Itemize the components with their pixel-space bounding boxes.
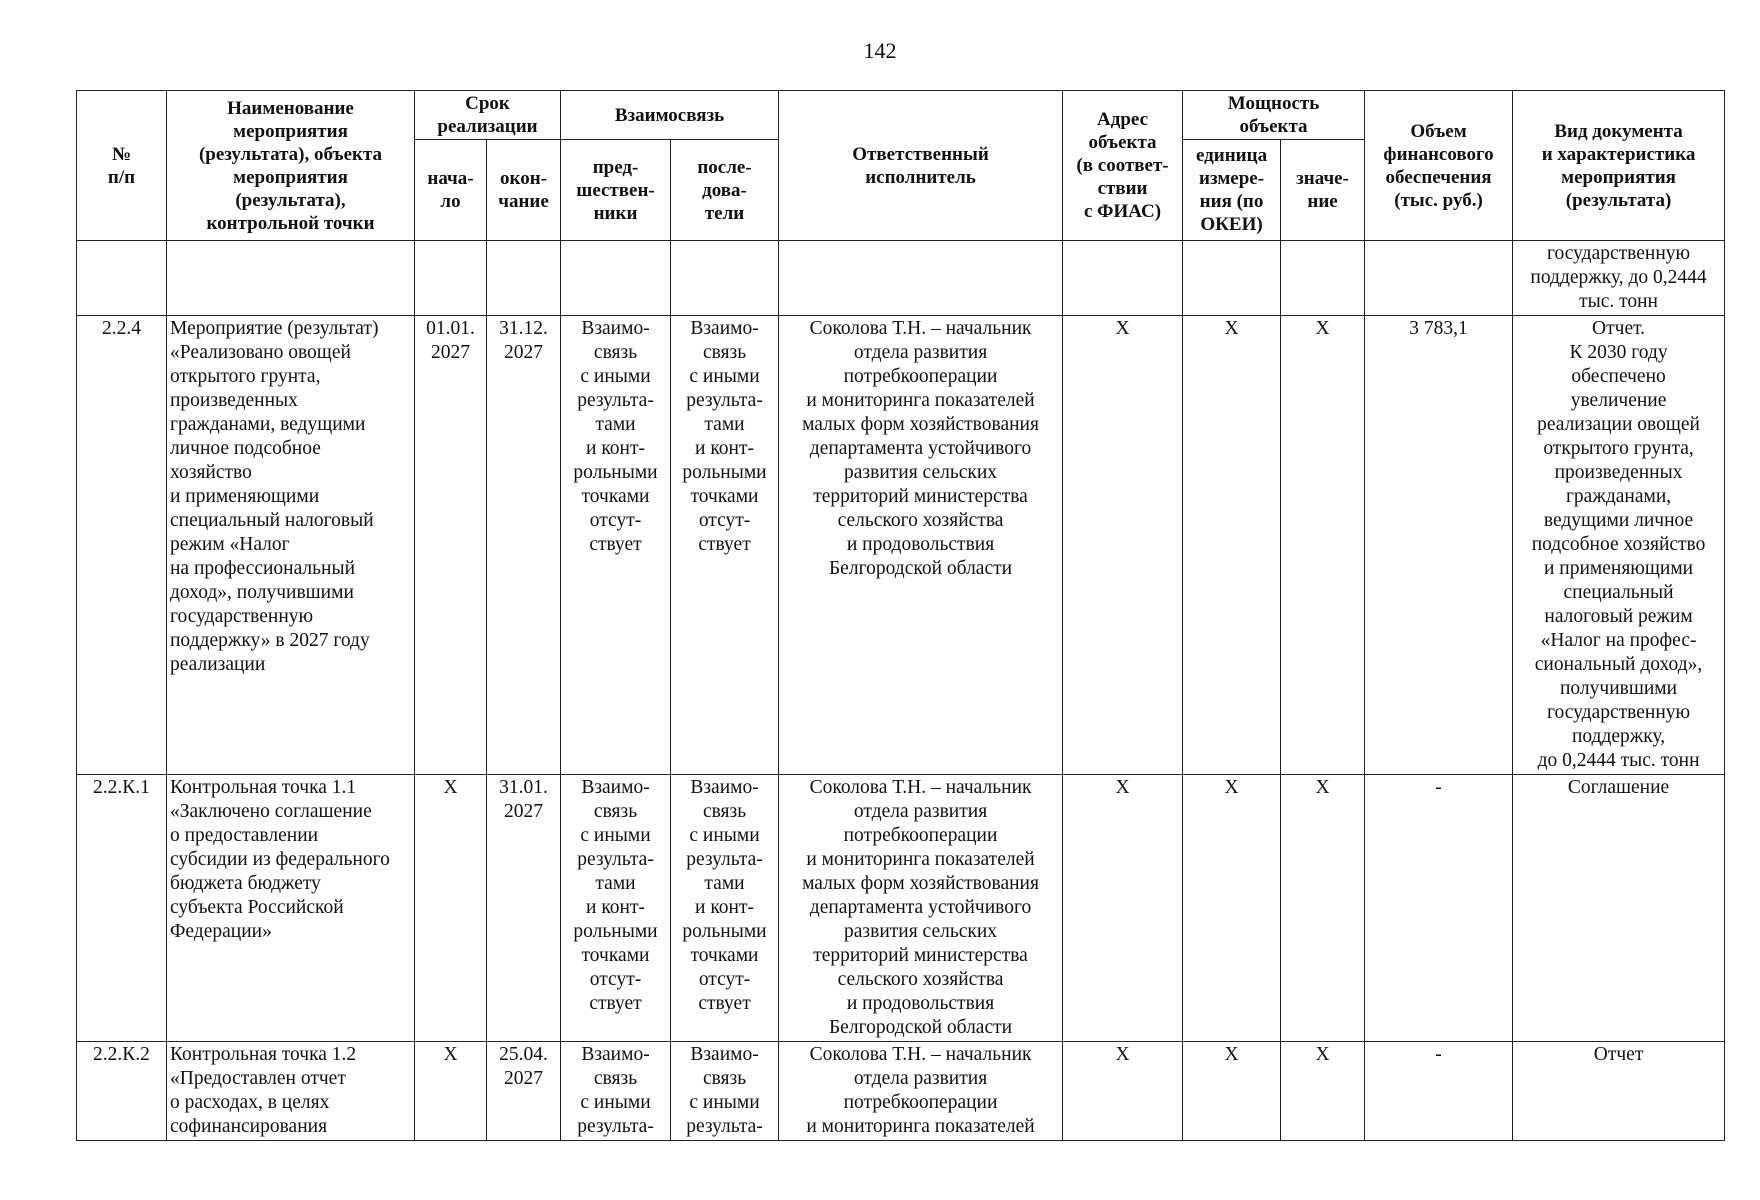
row-funding: 3 783,1 bbox=[1365, 316, 1513, 775]
row-responsible: Соколова Т.Н. – начальник отдела развития потребкооперации и мониторинга показателей малых форм хозяйствования департамента устойчивого развития сельских территорий министерства сельского хозяйства и продовольствия Белгородской области bbox=[779, 775, 1063, 1042]
row-value: X bbox=[1281, 1042, 1365, 1141]
row-prev: Взаимо- связь с иными результа- bbox=[561, 1042, 671, 1141]
header-next: после- дова- тели bbox=[671, 140, 779, 241]
row-unit: X bbox=[1183, 775, 1281, 1042]
header-prev: пред- шествен- ники bbox=[561, 140, 671, 241]
header-address: Адрес объекта (в соответ- ствии с ФИАС) bbox=[1063, 91, 1183, 241]
row-num: 2.2.4 bbox=[77, 316, 167, 775]
row-value: X bbox=[1281, 775, 1365, 1042]
activities-table bbox=[76, 90, 1725, 1141]
row-start: X bbox=[415, 775, 487, 1042]
header-end: окон- чание bbox=[487, 140, 561, 241]
row-unit: X bbox=[1183, 316, 1281, 775]
row-funding: - bbox=[1365, 775, 1513, 1042]
table-row bbox=[77, 316, 1725, 775]
row-address: X bbox=[1063, 1042, 1183, 1141]
row-responsible: Соколова Т.Н. – начальник отдела развития потребкооперации и мониторинга показателей bbox=[779, 1042, 1063, 1141]
row-address: X bbox=[1063, 316, 1183, 775]
row-address: X bbox=[1063, 775, 1183, 1042]
header-term: Срок реализации bbox=[415, 91, 561, 140]
page-number: 142 bbox=[863, 38, 897, 63]
table-row-continuation bbox=[77, 241, 1725, 316]
header-name: Наименование мероприятия (результата), объекта мероприятия (результата), контрольной точки bbox=[167, 91, 415, 241]
row-value: X bbox=[1281, 316, 1365, 775]
row-prev: Взаимо- связь с иными результа- тами и конт- рольными точками отсут- ствует bbox=[561, 316, 671, 775]
row-start: X bbox=[415, 1042, 487, 1141]
row-next: Взаимо- связь с иными результа- тами и конт- рольными точками отсут- ствует bbox=[671, 316, 779, 775]
header-responsible: Ответственный исполнитель bbox=[779, 91, 1063, 241]
row-end: 25.04. 2027 bbox=[487, 1042, 561, 1141]
row-prev: Взаимо- связь с иными результа- тами и конт- рольными точками отсут- ствует bbox=[561, 775, 671, 1042]
header-start: нача- ло bbox=[415, 140, 487, 241]
row-start: 01.01. 2027 bbox=[415, 316, 487, 775]
table-row bbox=[77, 1042, 1725, 1141]
row-num: 2.2.К.1 bbox=[77, 775, 167, 1042]
row-unit: X bbox=[1183, 1042, 1281, 1141]
row-next: Взаимо- связь с иными результа- тами и конт- рольными точками отсут- ствует bbox=[671, 775, 779, 1042]
row-name: Контрольная точка 1.2 «Предоставлен отчет о расходах, в целях софинансирования bbox=[167, 1042, 415, 1141]
header-funding: Объем финансового обеспечения (тыс. руб.) bbox=[1365, 91, 1513, 241]
row-doc: Соглашение bbox=[1513, 775, 1725, 1042]
row-name: Мероприятие (результат) «Реализовано овощей открытого грунта, произведенных гражданами, ведущими личное подсобное хозяйство и применяющими специальный налоговый режим «Налог на профессиональный доход», получившими государственную поддержку» в 2027 году реализации bbox=[167, 316, 415, 775]
row-doc: Отчет. К 2030 году обеспечено увеличение реализации овощей открытого грунта, произведенных гражданами, ведущими личное подсобное хозяйство и применяющими специальный налоговый режим «Налог на профес- сиональный доход», получившими государственную поддержку, до 0,2444 тыс. тонн bbox=[1513, 316, 1725, 775]
continuation-text: государственную поддержку, до 0,2444 тыс. тонн bbox=[1513, 241, 1725, 316]
row-next: Взаимо- связь с иными результа- bbox=[671, 1042, 779, 1141]
header-link: Взаимосвязь bbox=[561, 91, 779, 140]
header-capacity: Мощность объекта bbox=[1183, 91, 1365, 140]
header-doc: Вид документа и характеристика мероприятия (результата) bbox=[1513, 91, 1725, 241]
row-end: 31.12. 2027 bbox=[487, 316, 561, 775]
header-unit: единица измере- ния (по ОКЕИ) bbox=[1183, 140, 1281, 241]
row-funding: - bbox=[1365, 1042, 1513, 1141]
row-name: Контрольная точка 1.1 «Заключено соглашение о предоставлении субсидии из федерального бюджета бюджету субъекта Российской Федерации» bbox=[167, 775, 415, 1042]
header-num: № п/п bbox=[77, 91, 167, 241]
row-num: 2.2.К.2 bbox=[77, 1042, 167, 1141]
table-row bbox=[77, 775, 1725, 1042]
row-end: 31.01. 2027 bbox=[487, 775, 561, 1042]
header-value: значе- ние bbox=[1281, 140, 1365, 241]
row-responsible: Соколова Т.Н. – начальник отдела развития потребкооперации и мониторинга показателей малых форм хозяйствования департамента устойчивого развития сельских территорий министерства сельского хозяйства и продовольствия Белгородской области bbox=[779, 316, 1063, 775]
row-doc: Отчет bbox=[1513, 1042, 1725, 1141]
